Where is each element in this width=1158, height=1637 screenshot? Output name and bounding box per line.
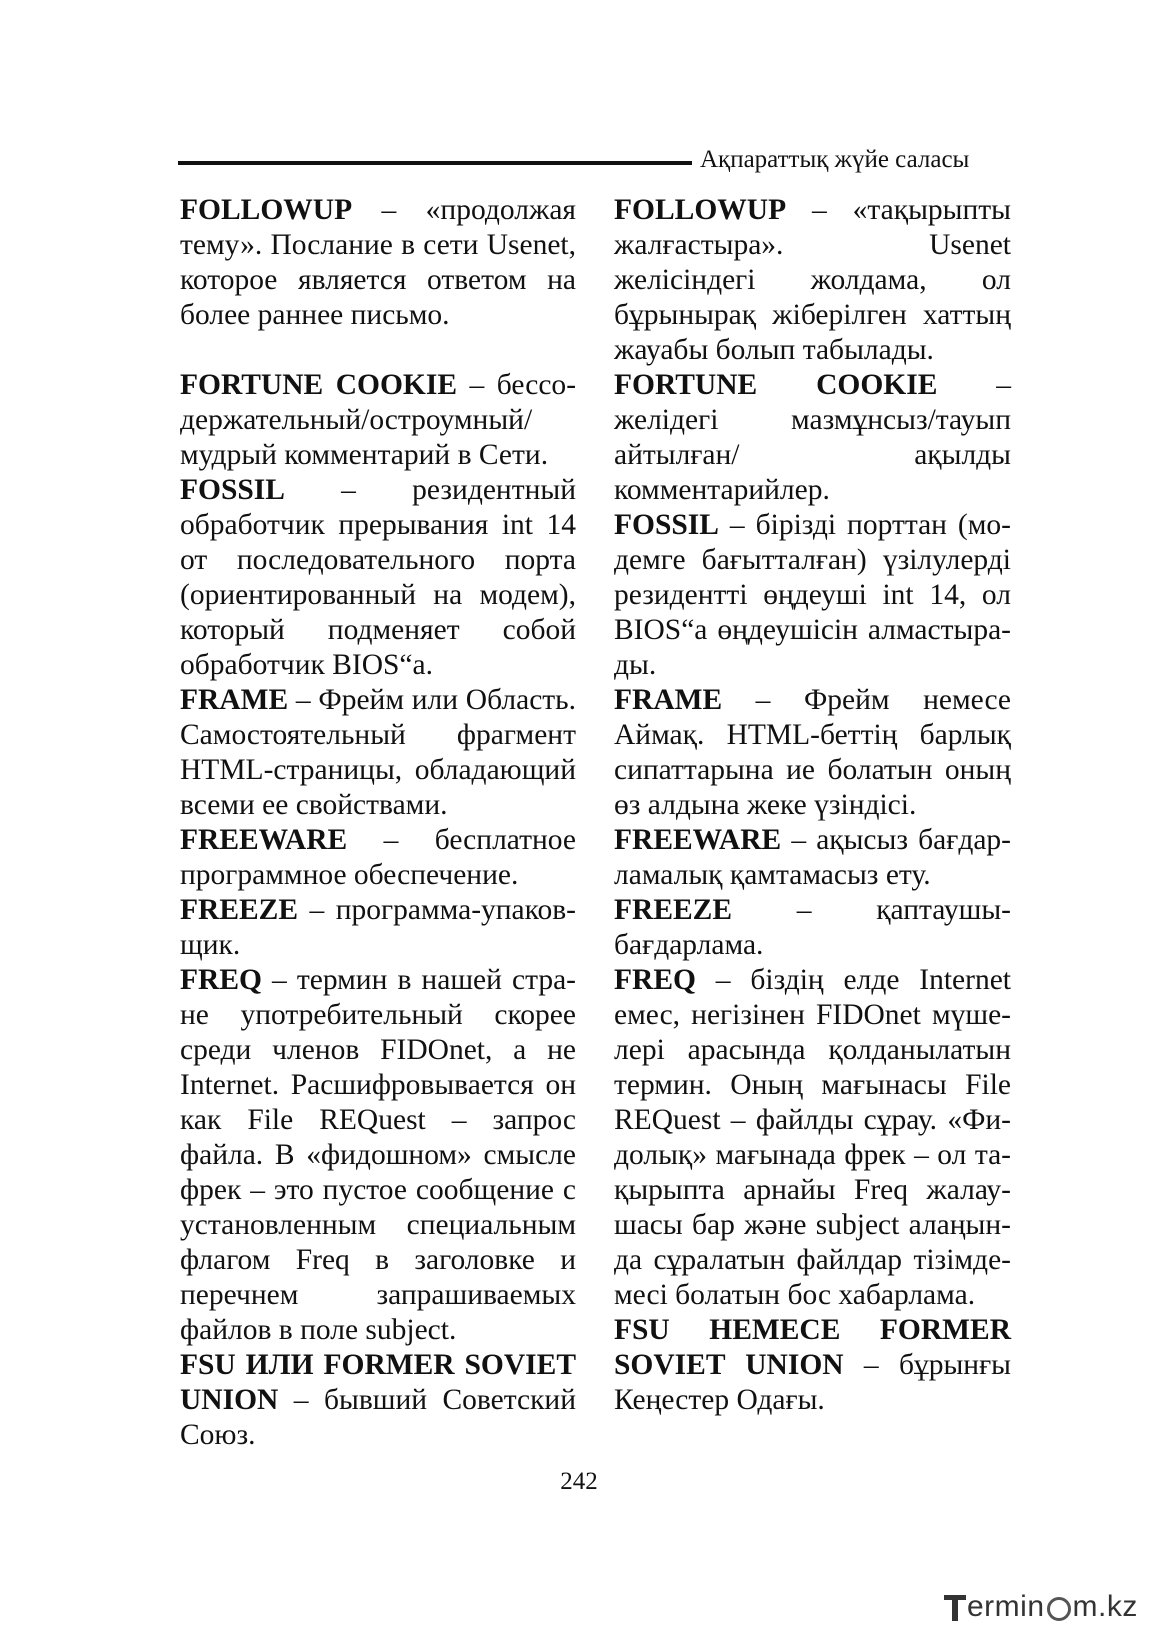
header-rule xyxy=(178,161,692,165)
logo-text-part2: m.kz xyxy=(1072,1590,1138,1623)
entry-term: FREEWARE xyxy=(614,824,782,856)
entry-term: FREQ xyxy=(614,964,696,996)
entry-definition: қаптаушы-бағдарлама. xyxy=(614,894,1011,961)
entry-term: FREQ xyxy=(180,964,262,996)
entry-definition: «продолжая тему». Послание в сети Usenet, которое является ответом на более раннее письмо. xyxy=(180,194,576,331)
dictionary-entry xyxy=(614,823,1011,893)
entry-dash: – xyxy=(722,684,804,716)
dictionary-entry xyxy=(180,963,576,1348)
page-number: 242 xyxy=(560,1468,598,1495)
right-column-kazakh xyxy=(614,193,1011,1418)
entry-dash: – xyxy=(718,509,756,541)
entry-definition: «тақырыпты жалғастыра». Usenet желісіндегі жолдама, ол бұрынырақ жіберілген хаттың жауабы болып табылады. xyxy=(614,194,1011,366)
entry-definition: термин в нашей стране употребительный скорее среди членов FIDOnet, а не Internet. Расшифровывается он как File REQuest – запрос файла. В «фидошном» смысле фрек – это пустое сообщение с установленным специальным флагом Freq в заголовке и перечнем запрашиваемых файлов в поле subject. xyxy=(180,964,576,1346)
entry-term: FREEWARE xyxy=(180,824,348,856)
entry-term: FOSSIL xyxy=(614,509,719,541)
dictionary-entry xyxy=(180,193,576,333)
logo-t-mark-icon xyxy=(944,1593,966,1621)
entry-dash: – xyxy=(352,194,426,226)
entry-term: FREEZE xyxy=(180,894,299,926)
entry-dash: – xyxy=(261,964,297,996)
entry-definition: бесплатное программное обеспечение. xyxy=(180,824,576,891)
entry-term: FSU ИЛИ FORMER SOVIET UNION xyxy=(180,1349,576,1416)
entry-definition: бірізді порттан (модемге бағытталған) үзілулерді резидентті өңдеуші int 14, ол BIOS“а өңдеушісін алмастырады. xyxy=(614,509,1011,681)
entry-term: FOSSIL xyxy=(180,474,285,506)
entry-definition: бессодержательный/остроумный/ мудрый комментарий в Сети. xyxy=(180,369,577,471)
entry-term: FOLLOWUP xyxy=(614,194,787,226)
entry-dash: – xyxy=(781,824,817,856)
entry-definition: Фрейм или Область. Самостоятельный фрагмент HTML-страницы, обладающий всеми ее свойствами. xyxy=(180,684,577,821)
entry-definition: бұрынғы Кеңестер Одағы. xyxy=(614,1349,1012,1416)
dictionary-entry xyxy=(614,963,1011,1313)
entry-term: FOLLOWUP xyxy=(180,194,353,226)
dictionary-entry xyxy=(180,893,576,963)
entry-dash: – xyxy=(284,474,413,506)
entry-definition: резидентный обработчик прерывания int 14 от последовательного порта (ориентированный на модем), который подменяет собой обработчик BIOS“а. xyxy=(180,474,576,681)
entry-definition: ақысыз бағдарламалық қамтамасыз ету. xyxy=(614,824,1011,891)
entry-dash: – xyxy=(288,684,319,716)
entry-dash: – xyxy=(732,894,877,926)
dictionary-entry xyxy=(614,683,1011,823)
entry-term: FSU НЕМЕСЕ FORMER SOVIET UNION xyxy=(614,1314,1011,1381)
entry-definition: программа-упаковщик. xyxy=(180,894,576,961)
entry-definition: Фрейм немесе Аймақ. HTML-беттің барлық сипаттарына ие болатын оның өз алдына жеке үзіндісі. xyxy=(614,684,1012,821)
entry-dash: – xyxy=(937,369,1011,401)
entry-dash: – xyxy=(786,194,853,226)
entry-term: FRAME xyxy=(180,684,289,716)
entry-dash: – xyxy=(843,1349,899,1381)
dictionary-entry xyxy=(614,193,1011,368)
entry-dash: – xyxy=(457,369,497,401)
entry-definition: желідегі мазмұнсыз/тауып айтылған/ ақылды комментарийлер. xyxy=(614,404,1011,506)
dictionary-entry xyxy=(614,508,1011,683)
dictionary-entry xyxy=(180,368,576,473)
dictionary-entry xyxy=(614,1313,1011,1418)
entry-term: FRAME xyxy=(614,684,723,716)
entry-definition: біздің елде Internet емес, негізінен FIDOnet мүшелері арасында қолданылатын термин. Оның мағынасы File REQuest – файлды сұрау. «Фидолық» мағынада фрек – ол тақырыпта арнайы Freq жалаушасы бар және subject алаңында сұралатын файлдар тізімдемесі болатын бос хабарлама. xyxy=(614,964,1012,1311)
entry-term: FORTUNE COOKIE xyxy=(180,369,458,401)
left-column-russian xyxy=(180,193,576,1453)
termincom-logo xyxy=(944,1590,1138,1624)
dictionary-entry xyxy=(614,893,1011,963)
dictionary-entry xyxy=(180,1348,576,1453)
dictionary-entry xyxy=(180,823,576,893)
entry-dash: – xyxy=(298,894,336,926)
dictionary-entry xyxy=(614,368,1011,508)
entry-dash: – xyxy=(695,964,751,996)
entry-dash: – xyxy=(347,824,435,856)
entry-dash: – xyxy=(278,1384,324,1416)
dictionary-entry xyxy=(180,683,576,823)
entry-term: FREEZE xyxy=(614,894,733,926)
dictionary-entry xyxy=(180,473,576,683)
entry-term: FORTUNE COOKIE xyxy=(614,369,938,401)
entry-definition: бывший Советский Союз. xyxy=(180,1384,577,1451)
running-header-title: Ақпараттық жүйе саласы xyxy=(700,146,970,173)
logo-text-part1: ermin xyxy=(967,1590,1045,1623)
logo-magnifier-icon xyxy=(1047,1597,1071,1621)
